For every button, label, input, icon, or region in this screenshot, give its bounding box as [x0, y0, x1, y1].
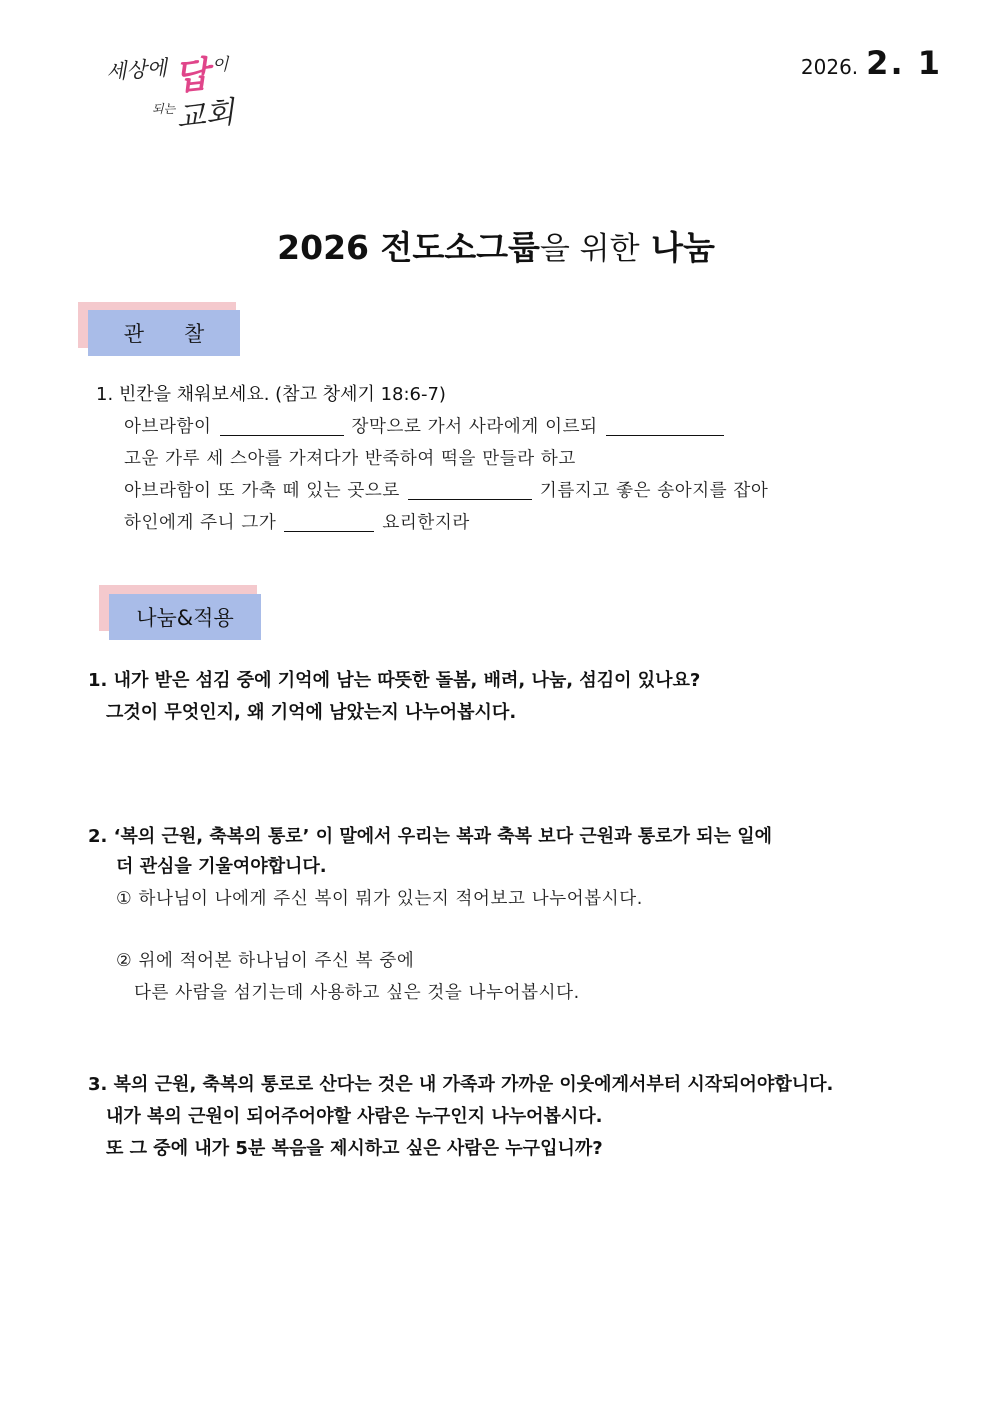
- sharing-question-3-line2: 내가 복의 근원이 되어주어야할 사람은 누구인지 나누어봅시다.: [106, 1106, 603, 1127]
- sharing-question-2-sub2: ② 위에 적어본 하나님이 주신 복 중에: [116, 951, 415, 971]
- fill-blank-3[interactable]: [408, 481, 532, 500]
- verse-line-2-a: 고운 가루 세 스아를 가져다가 반죽하여 떡을 만들라 하고: [124, 449, 576, 469]
- sharing-question-2-sub1: ① 하나님이 나에게 주신 복이 뭐가 있는지 적어보고 나누어봅시다.: [116, 889, 643, 909]
- section-tag-sharing: [109, 594, 261, 640]
- logo-text-1: 세상에: [105, 55, 168, 85]
- sharing-question-2-cont: 더 관심을 기울여야합니다.: [116, 856, 327, 877]
- title-part-2: 을 위한: [539, 231, 640, 267]
- fill-blank-4[interactable]: [284, 513, 374, 532]
- sharing-question-3-line3: 또 그 중에 내가 5분 복음을 제시하고 싶은 사람은 누구입니까?: [106, 1138, 603, 1159]
- verse-line-3: [124, 480, 768, 502]
- logo-text-3: 이: [212, 55, 229, 75]
- logo-text-5: 교회: [174, 95, 237, 136]
- sharing-question-1-cont: 그것이 무엇인지, 왜 기억에 남았는지 나누어봅시다.: [106, 702, 517, 723]
- sharing-question-1: 1. 내가 받은 섬김 중에 기억에 남는 따뜻한 돌봄, 배려, 나눔, 섬김이 있나요?: [88, 670, 701, 691]
- title-part-3: 나눔: [651, 228, 715, 267]
- section-tag-label-2: 나눔&적용: [136, 606, 234, 630]
- logo-text-2: 답: [172, 53, 212, 99]
- fill-blank-2[interactable]: [606, 417, 724, 436]
- verse-line-4: [124, 512, 470, 534]
- verse-line-4-b: 요리한지라: [382, 513, 470, 533]
- sharing-question-2-sub2-cont: 다른 사람을 섬기는데 사용하고 싶은 것을 나누어봅시다.: [134, 983, 580, 1003]
- document-date: [801, 44, 942, 82]
- verse-line-2: [124, 448, 576, 470]
- verse-line-4-a: 하인에게 주니 그가: [124, 513, 277, 533]
- date-month-day: 2. 1: [866, 44, 942, 82]
- page-title: [0, 222, 992, 269]
- observation-question: 1. 빈칸을 채워보세요. (참고 창세기 18:6-7): [96, 384, 446, 405]
- fill-blank-1[interactable]: [220, 417, 344, 436]
- verse-line-1: [124, 416, 732, 438]
- sharing-question-2: 2. ‘복의 근원, 축복의 통로’ 이 말에서 우리는 복과 축복 보다 근원과 통로가 되는 일에: [88, 826, 773, 847]
- logo-text-4: 되는: [152, 102, 176, 116]
- verse-line-1-b: 장막으로 가서 사라에게 이르되: [351, 417, 598, 437]
- date-year: 2026.: [800, 55, 859, 79]
- sharing-question-3: 3. 복의 근원, 축복의 통로로 산다는 것은 내 가족과 가까운 이웃에게서부터 시작되어야합니다.: [88, 1074, 834, 1095]
- section-tag-observation: [88, 310, 240, 356]
- verse-line-1-a: 아브라함이: [124, 417, 212, 437]
- verse-line-3-b: 기름지고 좋은 송아지를 잡아: [539, 481, 769, 501]
- title-part-1: 2026 전도소그룹: [277, 228, 540, 267]
- church-logo: [100, 44, 250, 139]
- section-tag-label: 관 찰: [123, 322, 205, 346]
- verse-line-3-a: 아브라함이 또 가축 떼 있는 곳으로: [124, 481, 400, 501]
